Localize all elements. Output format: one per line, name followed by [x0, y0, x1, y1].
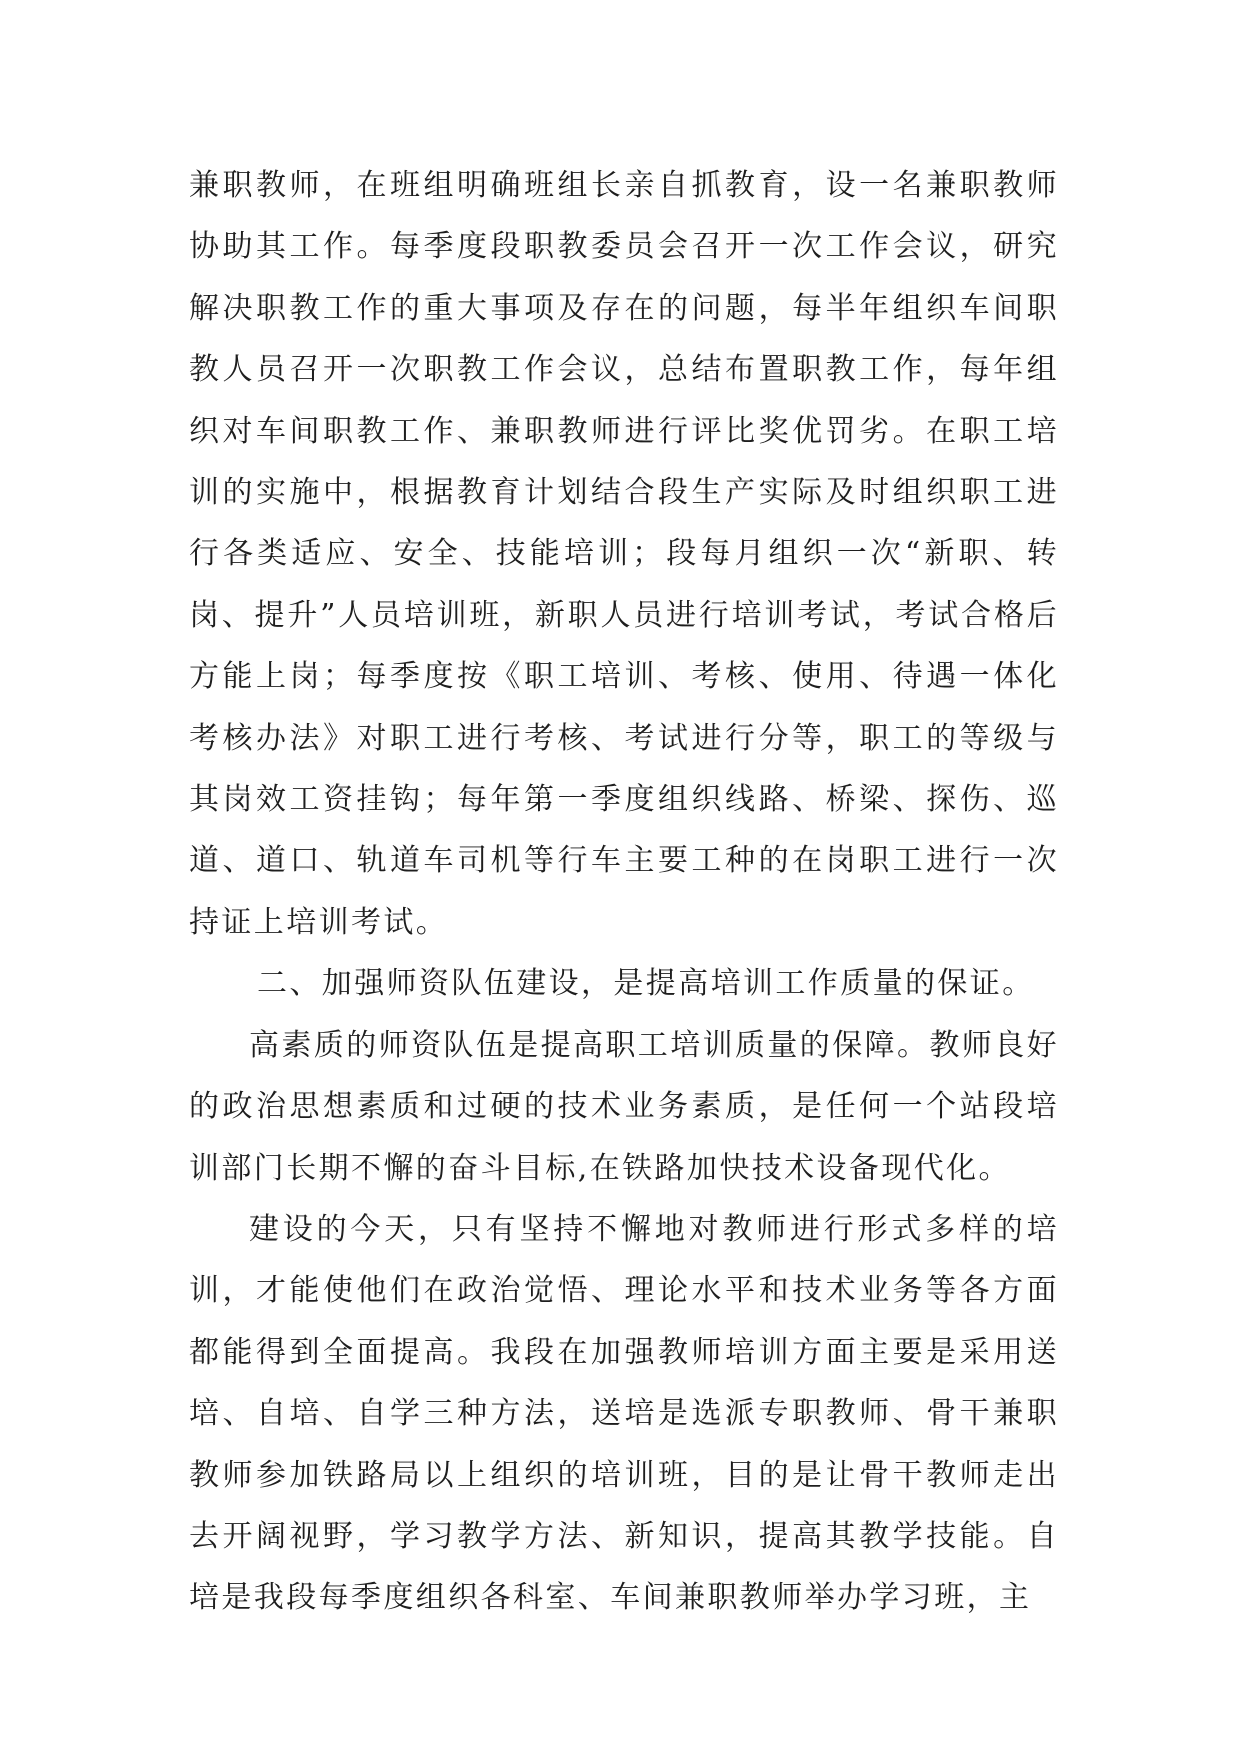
document-body [189, 155, 1059, 1629]
paragraph-teacher-training: 建设的今天，只有坚持不懈地对教师进行形式多样的培训，才能使他们在政治觉悟、理论水平和技术业务等各方面都能得到全面提高。我段在加强教师培训方面主要是采用送培、自培、自学三种方法，送培是选派专职教师、骨干兼职教师参加铁路局以上组织的培训班，目的是让骨干教师走出去开阔视野，学习教学方法、新知识，提高其教学技能。自培是我段每季度组织各科室、车间兼职教师举办学习班，主 [189, 1211, 1059, 1616]
section-heading-2: 二、加强师资队伍建设，是提高培训工作质量的保证。 [257, 966, 1035, 1002]
paragraph-continuation: 兼职教师，在班组明确班组长亲自抓教育，设一名兼职教师协助其工作。每季度段职教委员会召开一次工作会议，研究解决职教工作的重大事项及存在的问题，每半年组织车间职教人员召开一次职教工作会议，总结布置职教工作，每年组织对车间职教工作、兼职教师进行评比奖优罚劣。在职工培训的实施中，根据教育计划结合段生产实际及时组织职工进行各类适应、安全、技能培训；段每月组织一次“新职、转岗、提升”人员培训班，新职人员进行培训考试，考试合格后方能上岗；每季度按《职工培训、考核、使用、待遇一体化考核办法》对职工进行考核、考试进行分等，职工的等级与其岗效工资挂钩；每年第一季度组织线路、桥梁、探伤、巡道、道口、轨道车司机等行车主要工种的在岗职工进行一次持证上培训考试。 [189, 168, 1059, 940]
paragraph-teacher-quality: 高素质的师资队伍是提高职工培训质量的保障。教师良好的政治思想素质和过硬的技术业务素质，是任何一个站段培训部门长期不懈的奋斗目标,在铁路加快技术设备现代化。 [189, 1027, 1059, 1186]
